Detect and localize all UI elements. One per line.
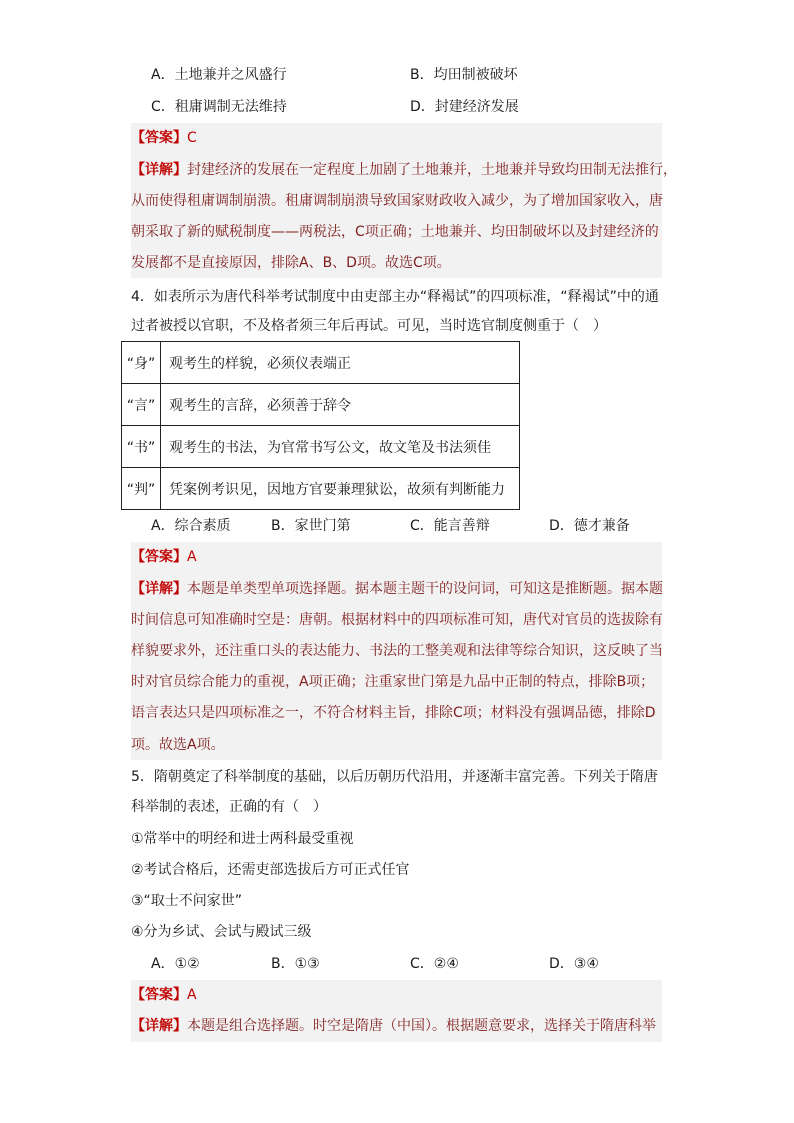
q4-detail-line: 项。故选A项。 [131, 737, 225, 753]
detail-text: 本题是组合选择题。时空是隋唐（中国）。根据题意要求，选择关于隋唐科举 [187, 1018, 656, 1034]
q5-option-d[interactable]: D．③④ [549, 956, 599, 972]
table-cell-desc: 凭案例考识见，因地方官要兼理狱讼，故须有判断能力 [161, 468, 520, 510]
q3-option-b[interactable]: B．均田制被破坏 [410, 67, 518, 83]
q3-detail-line: 朝采取了新的赋税制度——两税法，C项正确；土地兼并、均田制破坏以及封建经济的 [131, 224, 659, 240]
q4-option-c[interactable]: C．能言善辩 [410, 518, 490, 534]
q5-stem-line: 5．隋朝奠定了科举制度的基础，以后历朝历代沿用，并逐渐丰富完善。下列关于隋唐 [131, 769, 658, 785]
q4-detail-line: 时对官员综合能力的重视，A项正确；注重家世门第是九品中正制的特点，排除B项； [131, 674, 655, 690]
table-cell-key: “言” [122, 384, 161, 426]
q5-option-a[interactable]: A．①② [151, 956, 200, 972]
q4-stem-line: 4．如表所示为唐代科举考试制度中由吏部主办“释褐试”的四项标准，“释褐试”中的通 [131, 289, 659, 305]
q4-detail-line [131, 579, 663, 599]
table-row [122, 342, 520, 384]
table-row [122, 426, 520, 468]
detail-text: 封建经济的发展在一定程度上加剧了土地兼并，土地兼并导致均田制无法推行， [187, 162, 677, 178]
answer-value: A [187, 987, 197, 1003]
table-row [122, 468, 520, 510]
answer-label: 【答案】 [131, 987, 187, 1003]
table-cell-key: “书” [122, 426, 161, 468]
detail-label: 【详解】 [131, 1018, 187, 1034]
q5-statement: ②考试合格后，还需吏部选拔后方可正式任官 [131, 862, 410, 878]
answer-label: 【答案】 [131, 130, 187, 146]
q3-detail-line: 发展都不是直接原因，排除A、B、D项。故选C项。 [131, 255, 451, 271]
q3-detail-line [131, 160, 677, 180]
q4-stem-line: 过者被授以官职，不及格者须三年后再试。可见，当时选官制度侧重于（ ） [131, 318, 607, 334]
q4-option-d[interactable]: D．德才兼备 [549, 518, 630, 534]
table-cell-desc: 观考生的书法，为官常书写公文，故文笔及书法须佳 [161, 426, 520, 468]
q5-option-c[interactable]: C．②④ [410, 956, 459, 972]
q5-answer [131, 985, 197, 1005]
q4-option-b[interactable]: B．家世门第 [271, 518, 351, 534]
answer-label: 【答案】 [131, 549, 187, 565]
q3-option-c[interactable]: C．租庸调制无法维持 [151, 99, 287, 115]
q4-answer [131, 547, 197, 567]
q5-statement: ④分为乡试、会试与殿试三级 [131, 924, 312, 940]
detail-text: 本题是单类型单项选择题。据本题主题干的设问词，可知这是推断题。据本题 [187, 581, 663, 597]
q5-option-b[interactable]: B．①③ [271, 956, 320, 972]
q4-detail-line: 时间信息可知准确时空是：唐朝。根据材料中的四项标准可知，唐代对官员的选拔除有 [131, 612, 663, 628]
q4-criteria-table [121, 341, 520, 510]
answer-value: C [187, 130, 197, 146]
table-row [122, 384, 520, 426]
q5-statement: ①常举中的明经和进士两科最受重视 [131, 831, 354, 847]
table-cell-desc: 观考生的样貌，必须仪表端正 [161, 342, 520, 384]
q3-answer [131, 128, 197, 148]
q5-statement: ③“取士不问家世” [131, 893, 243, 909]
detail-label: 【详解】 [131, 162, 187, 178]
q4-detail-line: 语言表达只是四项标准之一，不符合材料主旨，排除C项；材料没有强调品德，排除D [131, 705, 656, 721]
answer-value: A [187, 549, 197, 565]
table-cell-desc: 观考生的言辞，必须善于辞令 [161, 384, 520, 426]
q4-option-a[interactable]: A．综合素质 [151, 518, 231, 534]
q4-detail-line: 样貌要求外，还注重口头的表达能力、书法的工整美观和法律等综合知识，这反映了当 [131, 643, 663, 659]
q3-option-d[interactable]: D．封建经济发展 [410, 99, 519, 115]
q5-stem-line: 科举制的表述，正确的有（ ） [131, 799, 327, 815]
q3-option-a[interactable]: A．土地兼并之风盛行 [151, 67, 287, 83]
q5-detail-line [131, 1016, 656, 1036]
detail-label: 【详解】 [131, 581, 187, 597]
q3-detail-line: 从而使得租庸调制崩溃。租庸调制崩溃导致国家财政收入减少，为了增加国家收入，唐 [131, 193, 663, 209]
table-cell-key: “身” [122, 342, 161, 384]
table-cell-key: “判” [122, 468, 161, 510]
